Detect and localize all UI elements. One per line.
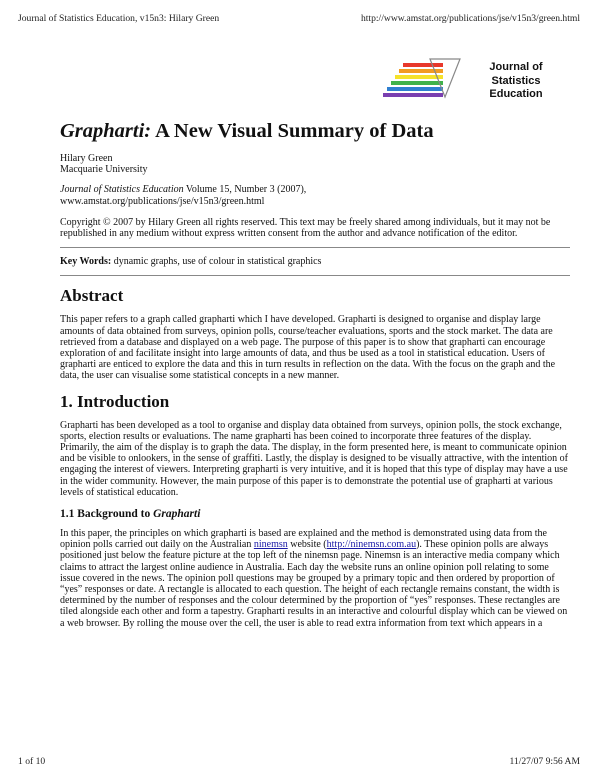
background-text-c: ). These opinion polls are always positioned just below the feature picture at the top left of the ninemsn page. Ninemsn is an interactive media company which claims to attract the largest online audience in Australia. Each day the website runs an online opinion poll relating to some issue covered in the news. The opinion poll questions may be grouped by a primary topic and then ordered by proportion of “yes” responses or date. A rectangle is allocated to each question. The height of each rectangle remains constant, the width is determined by the number of responses and the colour determined by the proportion of “yes” responses. These rectangles are tiled alongside each other and form a tapestry. Grapharti results in an interactive and colourful display which can be viewed on a web browser. By rolling the mouse over the cell, the user is able to read extra information from text which appears in a [60, 539, 568, 629]
citation-url: www.amstat.org/publications/jse/v15n3/green.html [60, 195, 265, 207]
background-heading [60, 508, 570, 520]
title-rest: A New Visual Summary of Data [151, 120, 434, 142]
logo-stripe [395, 75, 443, 79]
citation-block [60, 184, 570, 206]
keywords-label: Key Words: [60, 256, 112, 268]
ninemsn-link[interactable]: ninemsn [253, 539, 288, 551]
logo-stripe [383, 93, 443, 97]
abstract-heading: Abstract [60, 286, 124, 306]
logo-stripe [399, 69, 443, 73]
title-italic: Grapharti: [60, 120, 152, 142]
ninemsn-url-link[interactable]: http://ninemsn.com.au [326, 539, 417, 551]
page-number: 1 of 10 [18, 756, 46, 767]
divider [60, 275, 570, 276]
keywords-text: dynamic graphs, use of colour in statistical graphics [111, 256, 322, 268]
article-content [60, 108, 570, 637]
logo-stripe [387, 87, 443, 91]
author-affiliation: Macquarie University [60, 164, 148, 176]
keywords [60, 256, 570, 267]
intro-heading: 1. Introduction [60, 391, 170, 411]
citation-journal: Journal of Statistics Education [60, 184, 184, 196]
background-text-a: In this paper, the principles on which grapharti is based are explained and the method is demonstrated using data from the opinion polls carried out daily on the Australian [60, 528, 547, 551]
logo-line-2: Statistics [491, 74, 541, 87]
journal-logo-text [474, 61, 558, 102]
citation-volume: Volume 15, Number 3 (2007), [183, 184, 307, 196]
background-heading-prefix: 1.1 Background to [60, 508, 154, 521]
author-block [60, 153, 570, 175]
logo-line-1: Journal of [489, 61, 543, 73]
logo-stripe [391, 81, 443, 85]
abstract-text: This paper refers to a graph called grapharti which I have developed. Grapharti is designed to organise and display large amounts of data obtained from surveys, opinion polls, course/teacher evaluations, sports and the stock market. The data are retrieved from a database and displayed on a web page. The purpose of this paper is to show that grapharti can encourage exploration of and facilitate insight into large amounts of data, and thus be used as a tool in statistical education. Users of grapharti are enticed to explore the data and this in turn results in reflection on the data. With the focus on the graph and the data, the user can visualise some statistical concepts in a new manner. [60, 314, 556, 382]
background-text [60, 528, 570, 629]
print-header-url: http://www.amstat.org/publications/jse/v15n3/green.html [360, 13, 580, 24]
print-timestamp: 11/27/07 9:56 AM [509, 756, 580, 767]
print-header-title: Journal of Statistics Education, v15n3: Hilary Green [18, 13, 220, 24]
background-text-b: website ( [287, 539, 327, 551]
logo-stripe [403, 63, 443, 67]
divider [60, 247, 570, 248]
page-title [60, 120, 570, 143]
author-name: Hilary Green [60, 153, 113, 164]
copyright-notice: Copyright © 2007 by Hilary Green all rights reserved. This text may be freely shared among individuals, but it may not be republished in any medium without express written consent from the author and advance notification of the editor. [60, 216, 551, 240]
intro-text: Grapharti has been developed as a tool to organise and display data obtained from surveys, opinion polls, the stock exchange, sports, election results or evaluations. The name grapharti has been coined to incorporate three features of the display. Primarily, the aim of the display is to graph the data. The display, in the form presented here, is meant to communicate opinion and be visible to onlookers, in the sense of graffiti. Lastly, the display is designed to be visually attractive, with the intention of engaging the interest of viewers. Interpreting grapharti is very intuitive, and it is hoped that this type of display may have a use in the wider community. However, the main purpose of this paper is to demonstrate the potential use of grapharti at various levels of statistical education. [60, 419, 568, 498]
logo-line-3: Education [489, 88, 543, 100]
background-heading-italic: Grapharti [153, 508, 201, 521]
